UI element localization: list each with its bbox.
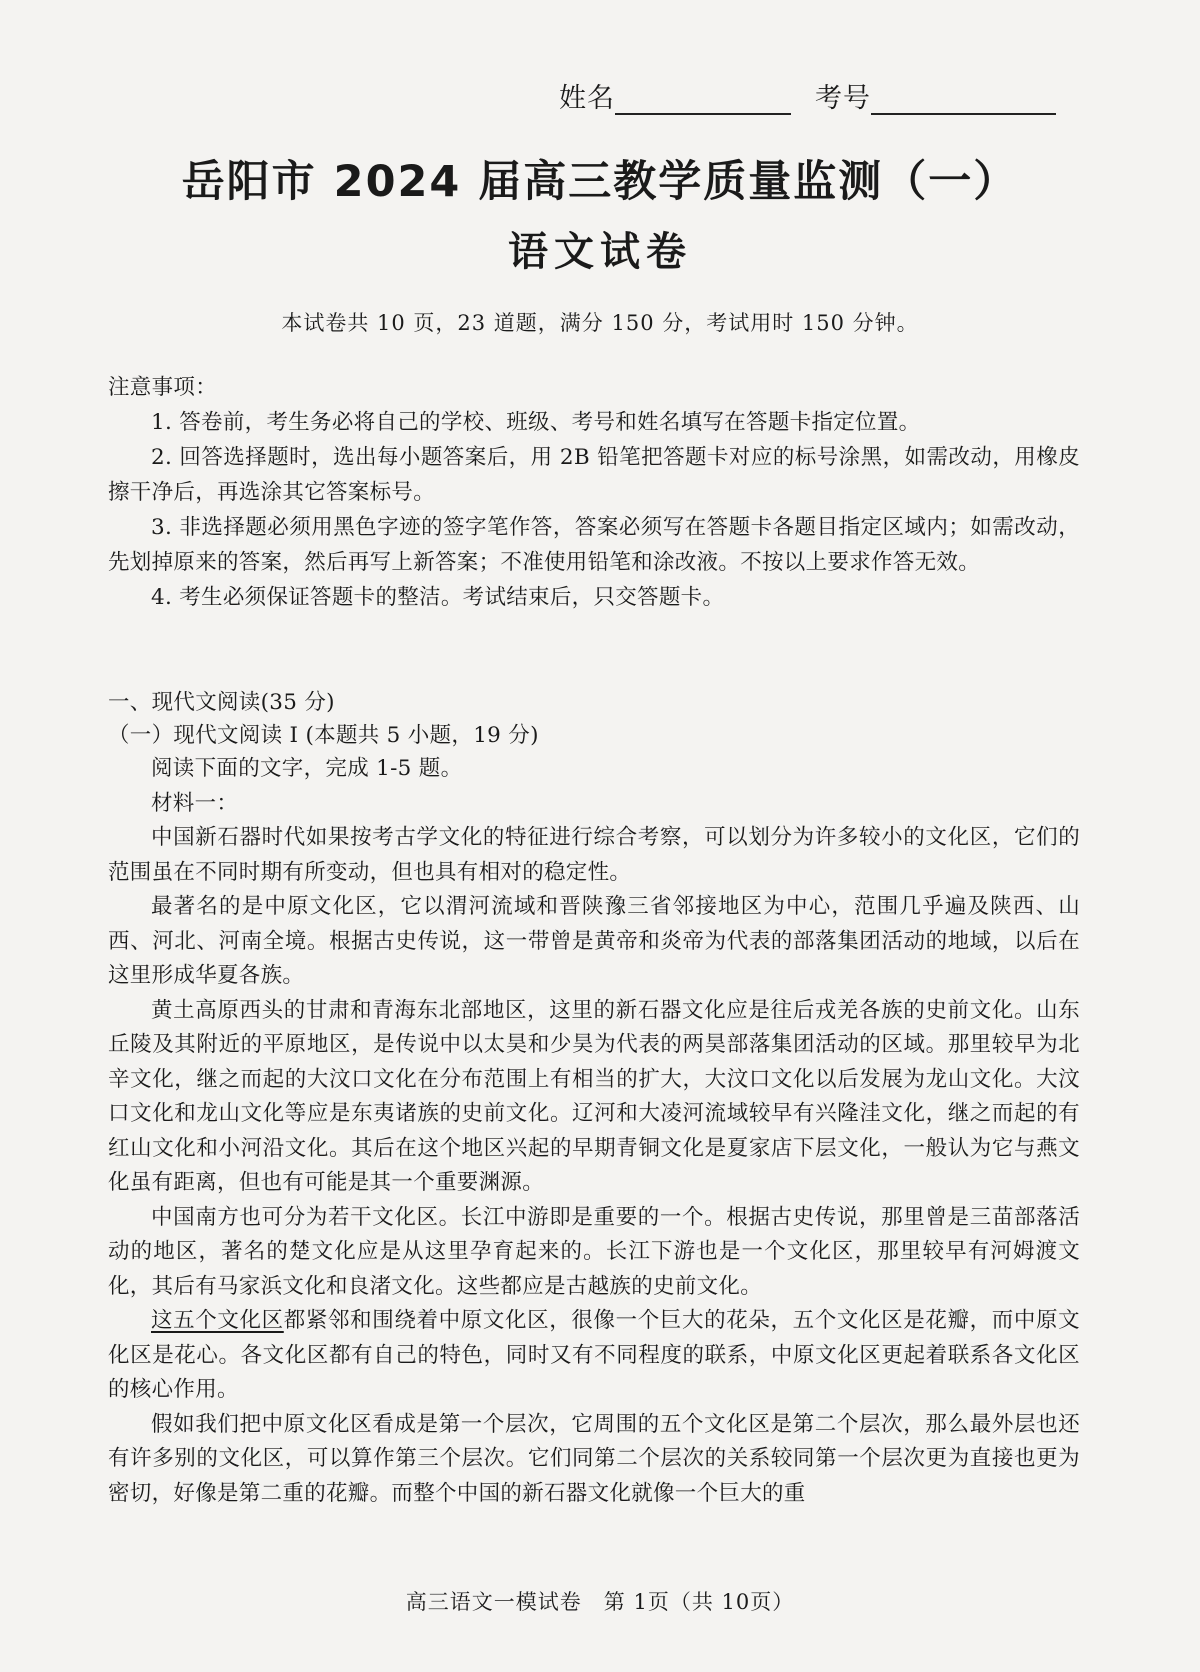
paragraph: 中国新石器时代如果按考古学文化的特征进行综合考察，可以划分为许多较小的文化区，它们的范围虽在不同时期有所变动，但也具有相对的稳定性。 — [108, 825, 1080, 885]
exam-subtitle: 语文试卷 — [508, 229, 692, 275]
header-fields — [559, 76, 1056, 115]
section-heading: 一、现代文阅读(35 分) — [108, 690, 335, 715]
paragraph: 中国南方也可分为若干文化区。长江中游即是重要的一个。根据古史传说，那里曾是三苗部落活动的地区，著名的楚文化应是从这里孕育起来的。长江下游也是一个文化区，那里较早有河姆渡文化，其后有马家浜文化和良渚文化。这些都应是古越族的史前文化。 — [108, 1204, 1080, 1299]
material-label: 材料一： — [151, 790, 239, 816]
notes-heading: 注意事项： — [108, 375, 218, 400]
number-blank — [871, 87, 1056, 115]
reading-section — [108, 686, 1080, 1511]
paragraph: 黄土高原西头的甘肃和青海东北部地区，这里的新石器文化应是往后戎羌各族的史前文化。山东丘陵及其附近的平原地区，是传说中以太昊和少昊为代表的两昊部落集团活动的区域。那里较早为北辛文化，继之而起的大汶口文化在分布范围上有相当的扩大，大汶口文化以后发展为龙山文化。大汶口文化和龙山文化等应是东夷诸族的史前文化。辽河和大凌河流域较早有兴隆洼文化，继之而起的有红山文化和小河沿文化。其后在这个地区兴起的早期青铜文化是夏家店下层文化，一般认为它与燕文化虽有距离，但也有可能是其一个重要渊源。 — [108, 997, 1080, 1195]
note-item: 2. 回答选择题时，选出每小题答案后，用 2B 铅笔把答题卡对应的标号涂黑，如需改动，用橡皮擦干净后，再选涂其它答案标号。 — [108, 445, 1080, 505]
paragraph: 假如我们把中原文化区看成是第一个层次，它周围的五个文化区是第二个层次，那么最外层也还有许多别的文化区，可以算作第三个层次。它们同第二个层次的关系较同第一个层次更为直接也更为密切，好像是第二重的花瓣。而整个中国的新石器文化就像一个巨大的重 — [108, 1411, 1080, 1506]
underlined-phrase: 这五个文化区 — [151, 1308, 284, 1333]
note-item: 4. 考生必须保证答题卡的整洁。考试结束后，只交答题卡。 — [151, 585, 725, 610]
name-field — [559, 76, 815, 115]
name-blank — [615, 87, 791, 115]
paragraph-text: 都紧邻和围绕着中原文化区，很像一个巨大的花朵，五个文化区是花瓣，而中原文化区是花心。各文化区都有自己的特色，同时又有不同程度的联系，中原文化区更起着联系各文化区的核心作用。 — [108, 1308, 1080, 1402]
notes-section — [108, 370, 1080, 615]
number-label: 考号 — [815, 83, 871, 114]
number-field — [815, 76, 1056, 115]
note-item: 1. 答卷前，考生务必将自己的学校、班级、考号和姓名填写在答题卡指定位置。 — [151, 410, 921, 435]
exam-info: 本试卷共 10 页，23 道题，满分 150 分，考试用时 150 分钟。 — [281, 311, 919, 335]
instruction: 阅读下面的文字，完成 1-5 题。 — [151, 756, 463, 781]
note-item: 3. 非选择题必须用黑色字迹的签字笔作答，答案必须写在答题卡各题目指定区域内；如需改动，先划掉原来的答案，然后再写上新答案；不准使用铅笔和涂改液。不按以上要求作答无效。 — [108, 515, 1080, 575]
sub-section-heading: （一）现代文阅读 I (本题共 5 小题，19 分) — [108, 723, 539, 748]
paragraph — [108, 1304, 1080, 1408]
paragraph: 最著名的是中原文化区，它以渭河流域和晋陕豫三省邻接地区为中心，范围几乎遍及陕西、山西、河北、河南全境。根据古史传说，这一带曾是黄帝和炎帝为代表的部落集团活动的地域，以后在这里形成华夏各族。 — [108, 894, 1080, 988]
exam-title: 岳阳市 2024 届高三教学质量监测（一） — [181, 157, 1019, 207]
name-label: 姓名 — [559, 83, 615, 114]
page-footer: 高三语文一模试卷 第 1页（共 10页） — [405, 1590, 795, 1614]
